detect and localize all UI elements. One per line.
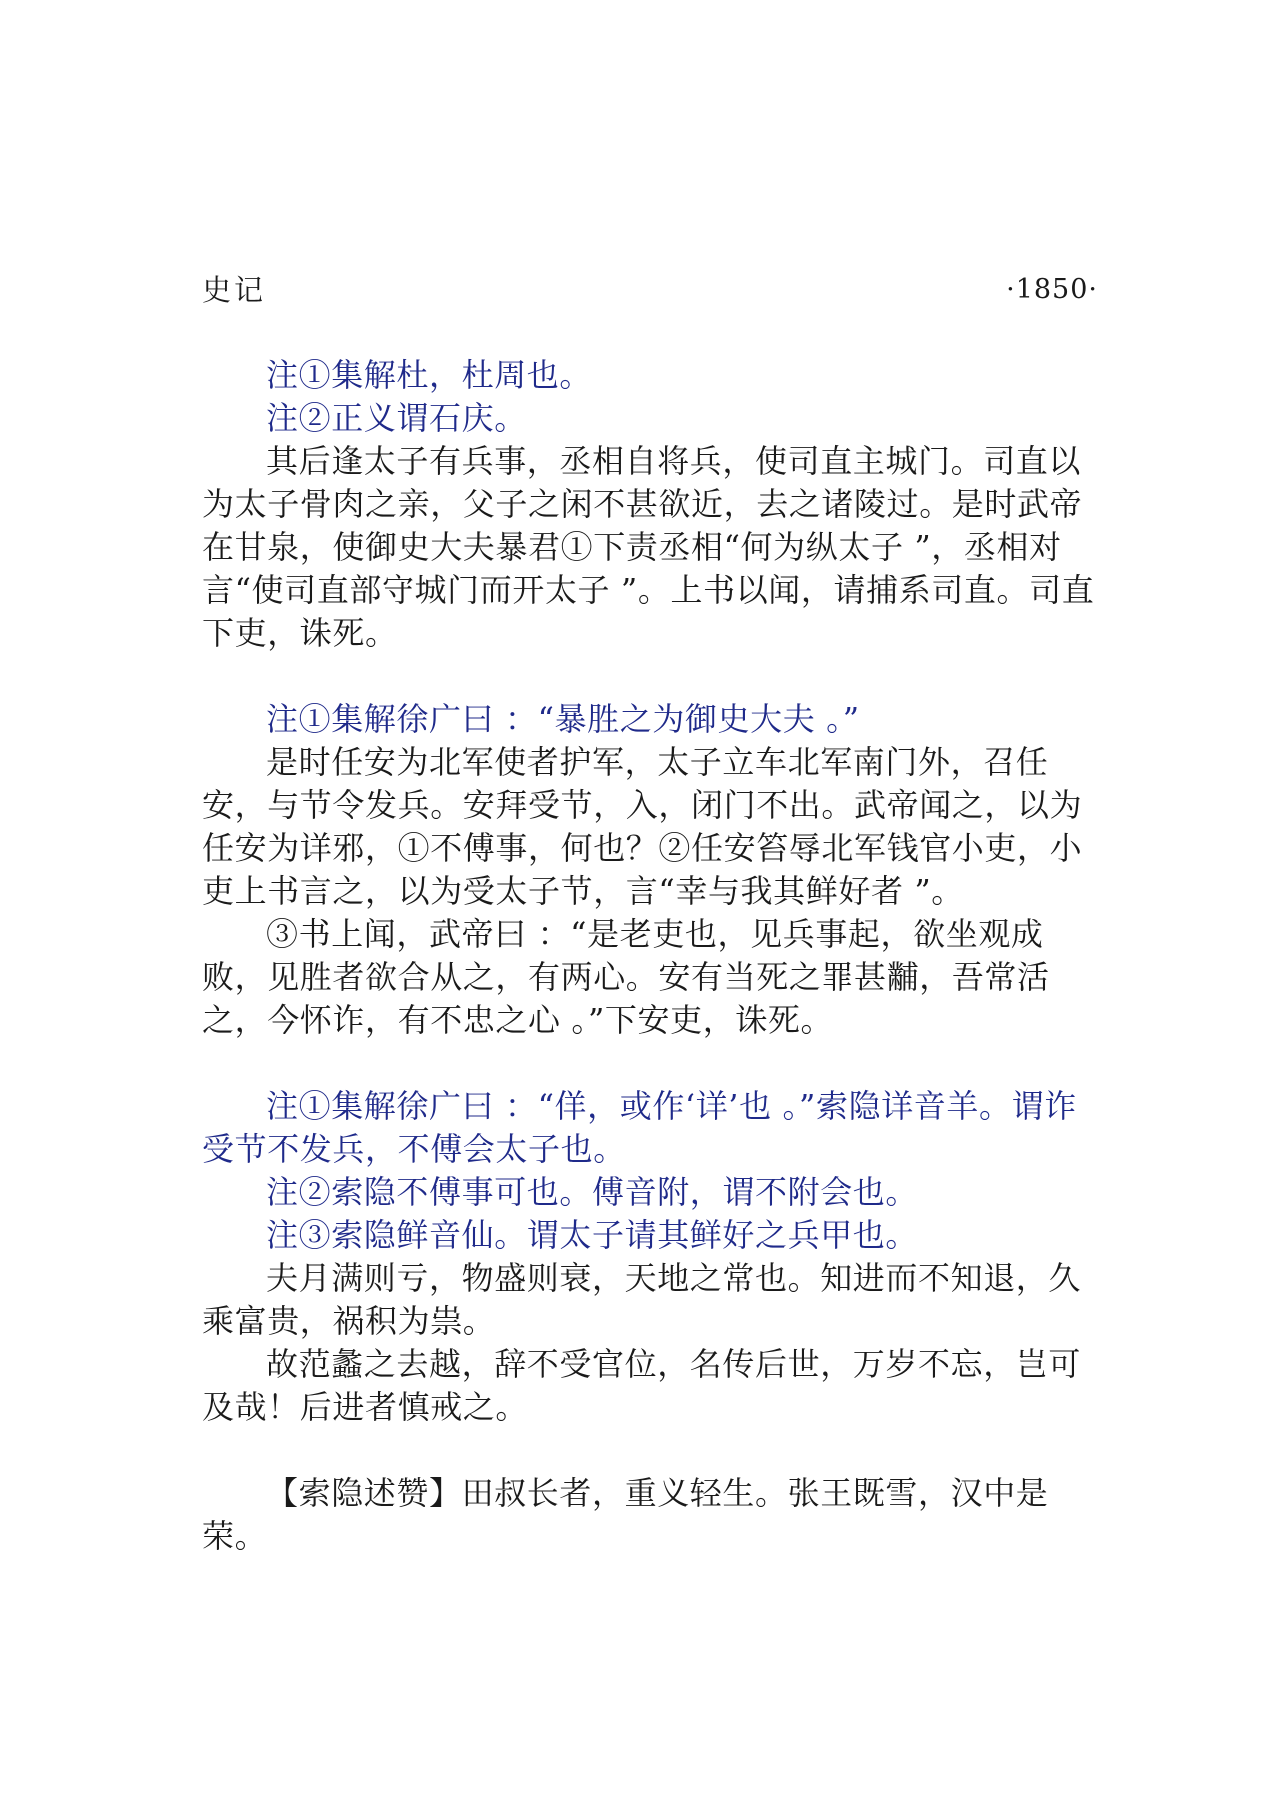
summary-paragraph: 【索隐述赞】田叔长者，重义轻生。张王既雪，汉中是荣。 [202, 1474, 1049, 1555]
annotation-note: 注②索隐不傅事可也。傅音附，谓不附会也。 [266, 1173, 919, 1211]
page-number: ·1850· [1006, 274, 1098, 305]
body-paragraph: 其后逢太子有兵事，丞相自将兵，使司直主城门。司直以为太子骨肉之亲，父子之闲不甚欲近，去之诸陵过。是时武帝在甘泉，使御史大夫暴君①下责丞相“何为纵太子 ”，丞相对言“使司直部守城门而开太子 ”。上书以闻，请捕系司直。司直下吏，诛死。 [202, 442, 1095, 652]
page-header [202, 272, 1098, 308]
annotation-note: 注③索隐鲜音仙。谓太子请其鲜好之兵甲也。 [266, 1216, 919, 1254]
body-paragraph: 故范蠡之去越，辞不受官位，名传后世，万岁不忘，岂可及哉！后进者慎戒之。 [202, 1345, 1082, 1426]
body-text [202, 354, 1102, 1558]
annotation-note: 注①集解徐广曰 ：“佯，或作‘详’也 。”索隐详音羊。谓诈受节不发兵，不傅会太子也。 [202, 1087, 1077, 1168]
body-paragraph: 是时任安为北军使者护军，太子立车北军南门外，召任安，与节令发兵。安拜受节，入，闭门不出。武帝闻之，以为任安为详邪，①不傅事，何也？②任安笞辱北军钱官小吏，小吏上书言之，以为受太子节，言“幸与我其鲜好者 ”。 [202, 743, 1083, 910]
book-title: 史记 [202, 273, 267, 307]
annotation-note: 注①集解徐广曰 ：“暴胜之为御史大夫 。” [266, 700, 860, 738]
body-paragraph: 夫月满则亏，物盛则衰，天地之常也。知进而不知退，久乘富贵，祸积为祟。 [202, 1259, 1082, 1340]
annotation-note: 注①集解杜，杜周也。 [266, 356, 593, 394]
body-paragraph: ③书上闻，武帝曰 ：“是老吏也，见兵事起，欲坐观成败，见胜者欲合从之，有两心。安有当死之罪甚黼，吾常活之，今怀诈，有不忠之心 。”下安吏，诛死。 [202, 915, 1050, 1039]
annotation-note: 注②正义谓石庆。 [266, 399, 527, 437]
